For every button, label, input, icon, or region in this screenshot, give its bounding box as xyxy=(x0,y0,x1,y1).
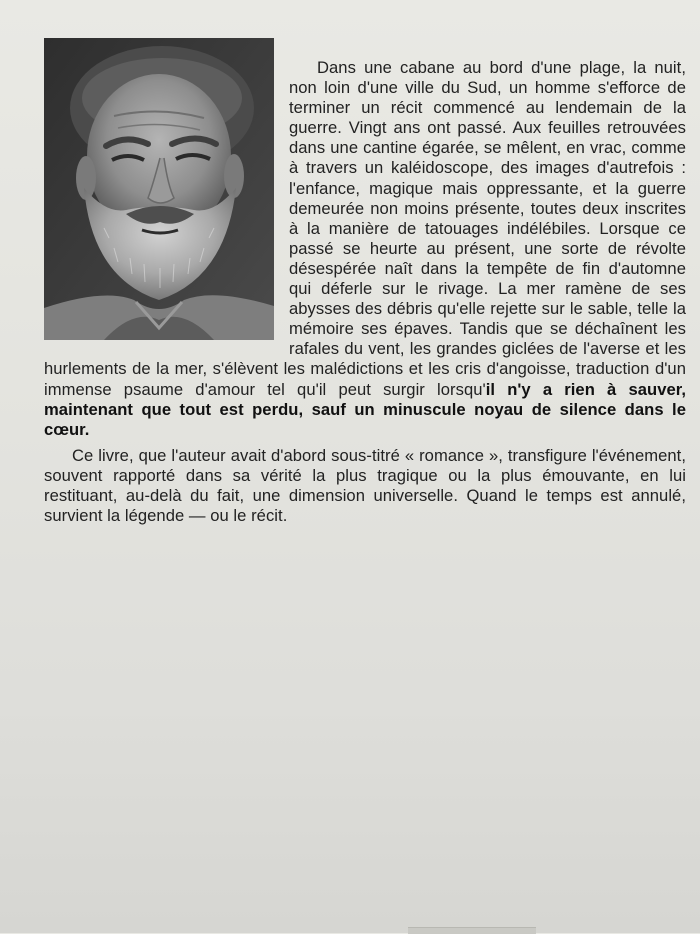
photo-wrap-spacer xyxy=(44,58,289,354)
paragraph-1-text: Dans une cabane au bord d'une plage, la nuit, non loin d'une ville du Sud, un homme s'efforce de terminer un récit commencé au lendemain de la guerre. Vingt ans ont passé. Aux feuilles retrouvées dans une cantine égarée, se mêlent, en vrac, comme à travers un kaléidoscope, des images d'autrefois : l'enfance, magique mais oppressante, et la guerre demeurée non moins présente, toutes deux inscrites à la manière de tatouages indélébiles. Lorsque ce passé se heurte au présent, une sorte de révolte désespérée naît dans la tempête de fin d'automne qui déferle sur le rivage. La mer ramène de ses abysses des débris qu'elle rejette sur le sable, telle la mémoire ses épaves. Tandis que se déchaînent les rafales du vent, les grandes giclées de l'averse et les hurlements de la mer, s'élèvent les malédictions et les cris d'angoisse, traduction d'un immense psaume d'amour tel qu'il peut surgir lorsqu' xyxy=(44,58,686,399)
paragraph-1-bold-phrase: il n'y a rien à sauver, maintenant que tout est perdu, sauf un minuscule noyau de silence dans le cœur. xyxy=(44,379,687,439)
paragraph-2-text: Ce livre, que l'auteur avait d'abord sous-titré « romance », transfigure l'événement, souvent rapporté dans sa vérité la plus tragique ou la plus émouvante, en lui restituant, au-delà du fait, une dimension universelle. Quand le temps est annulé, survient la légende — ou le récit. xyxy=(44,445,686,526)
synopsis-paragraph-2 xyxy=(44,446,686,526)
synopsis-text xyxy=(44,58,686,526)
